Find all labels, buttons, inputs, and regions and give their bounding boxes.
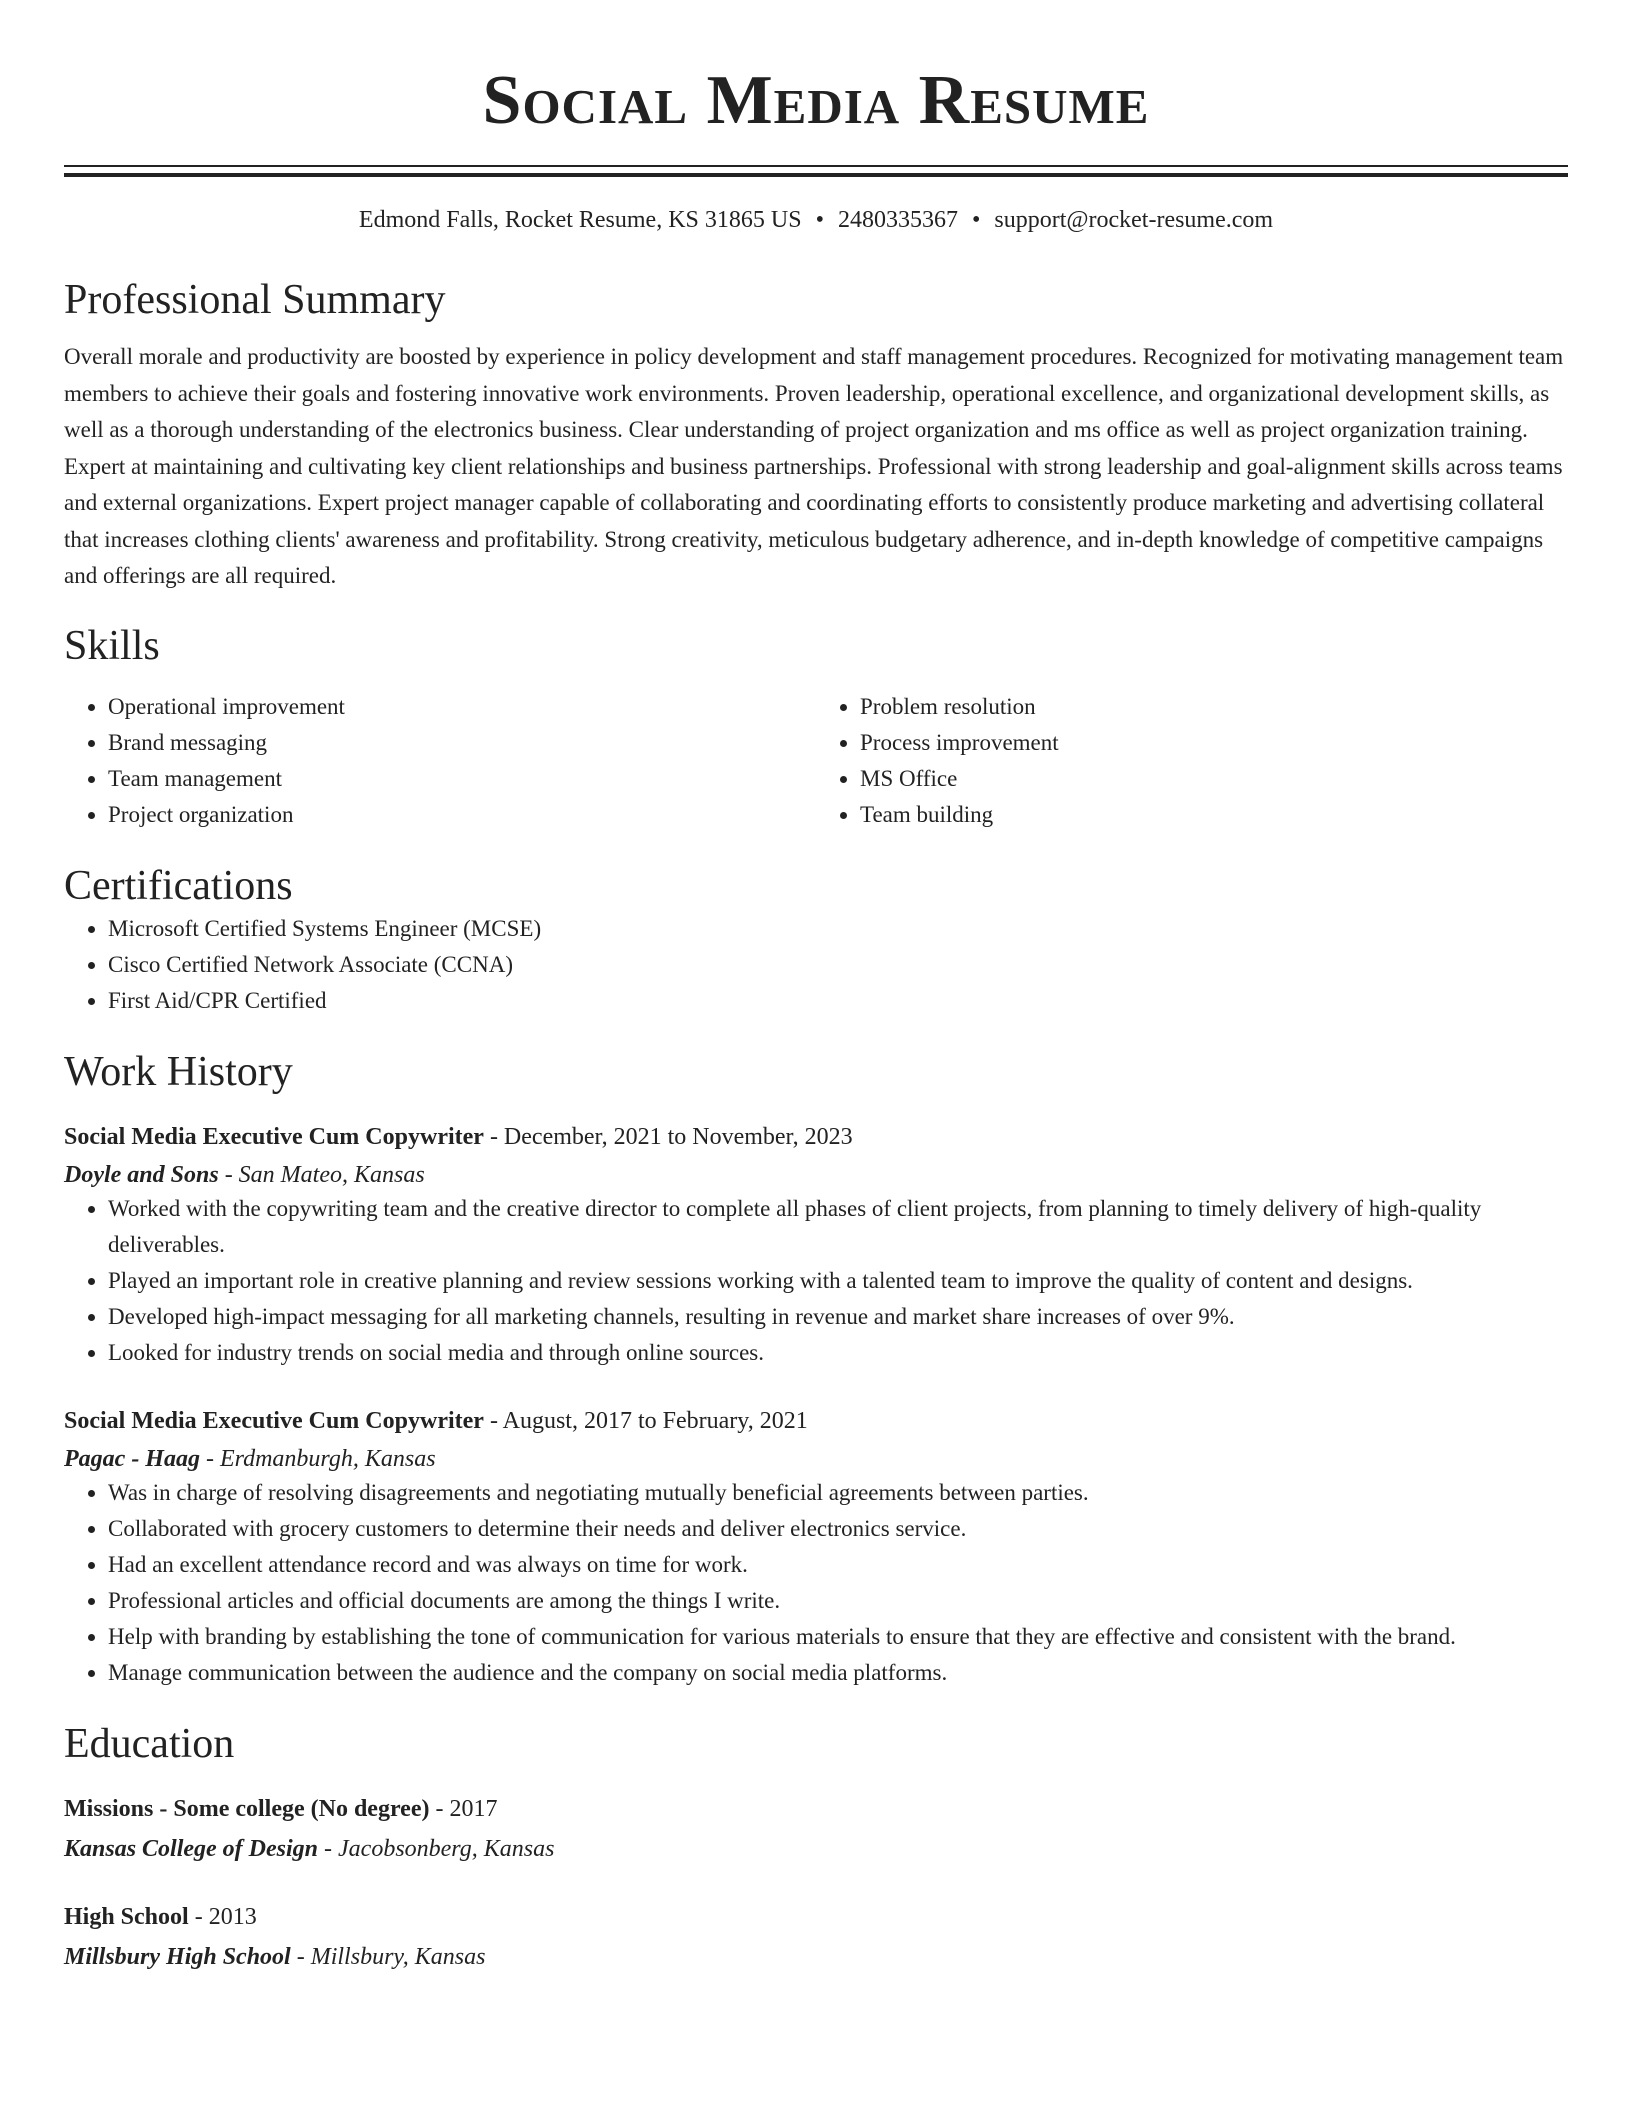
job-bullet: • Manage communication between the audience and the company on social media platforms.	[108, 1655, 1568, 1691]
job-heading	[64, 1405, 1568, 1437]
resume-name: Social Media Resume	[482, 62, 1150, 139]
skills-list	[64, 689, 1568, 833]
job-bullet-list	[64, 1191, 1568, 1371]
contact-line	[64, 205, 1568, 235]
section-title-work-history: Work History	[64, 1048, 293, 1095]
skill-item: • Team management	[108, 761, 816, 797]
job-location: - San Mateo, Kansas	[218, 1161, 425, 1188]
education-school: Millsbury High School	[64, 1943, 291, 1970]
certification-item: • Microsoft Certified Systems Engineer (MCSE)	[108, 911, 1568, 947]
job-entry	[64, 1121, 1568, 1371]
contact-separator: •	[815, 207, 824, 233]
job-company: Pagac - Haag	[64, 1445, 200, 1472]
education-year: - 2017	[429, 1795, 498, 1822]
education-entry	[64, 1793, 1568, 1865]
education-degree: Missions - Some college (No degree)	[64, 1795, 430, 1822]
job-bullet: • Looked for industry trends on social media and through online sources.	[108, 1335, 1568, 1371]
job-bullet-list	[64, 1475, 1568, 1691]
education-school-line	[64, 1941, 1568, 1973]
job-bullet: • Was in charge of resolving disagreements and negotiating mutually beneficial agreements between parties.	[108, 1475, 1568, 1511]
section-title-skills: Skills	[64, 622, 160, 669]
job-dates: - December, 2021 to November, 2023	[483, 1123, 853, 1150]
certifications-list	[64, 911, 1568, 1019]
skill-item: • Team building	[860, 797, 1568, 833]
skill-item: • Process improvement	[860, 725, 1568, 761]
skills-column-right	[816, 689, 1568, 833]
education-location: - Jacobsonberg, Kansas	[318, 1835, 555, 1862]
section-title-education: Education	[64, 1720, 235, 1767]
job-bullet: • Professional articles and official documents are among the things I write.	[108, 1583, 1568, 1619]
skill-item: • Operational improvement	[108, 689, 816, 725]
job-bullet: • Collaborated with grocery customers to determine their needs and deliver electronics service.	[108, 1511, 1568, 1547]
job-bullet: • Worked with the copywriting team and the creative director to complete all phases of client projects, from planning to timely delivery of high-quality deliverables.	[108, 1191, 1568, 1263]
job-bullet: • Help with branding by establishing the tone of communication for various materials to ensure that they are effective and consistent with the brand.	[108, 1619, 1568, 1655]
skill-item: • Problem resolution	[860, 689, 1568, 725]
education-year: - 2013	[188, 1903, 257, 1930]
job-bullet: • Had an excellent attendance record and was always on time for work.	[108, 1547, 1568, 1583]
skills-column-left	[64, 689, 816, 833]
contact-separator: •	[971, 207, 981, 233]
education-school-line	[64, 1833, 1568, 1865]
section-title-summary: Professional Summary	[64, 277, 446, 323]
job-employer	[64, 1443, 1568, 1475]
job-entry	[64, 1405, 1568, 1691]
education-entry	[64, 1901, 1568, 1973]
section-title-certifications: Certifications	[64, 862, 293, 909]
header-double-rule	[64, 165, 1568, 177]
contact-email: support@rocket-resume.com	[994, 207, 1274, 233]
summary-text: Overall morale and productivity are boosted by experience in policy development and staff management procedures. Recognized for motivating management team members to achieve their goals and fostering innovative work environments. Proven leadership, operational excellence, and organizational development skills, as well as a thorough understanding of the electronics business. Clear understanding of project organization and ms office as well as project organization training. Expert at maintaining and cultivating key client relationships and business partnerships. Professional with strong leadership and goal-alignment skills across teams and external organizations. Expert project manager capable of collaborating and coordinating efforts to consistently produce marketing and advertising collateral that increases clothing clients' awareness and profitability. Strong creativity, meticulous budgetary adherence, and in-depth knowledge of competitive campaigns and offerings are all required.	[64, 344, 1564, 588]
education-heading	[64, 1793, 1568, 1825]
job-location: - Erdmanburgh, Kansas	[199, 1445, 436, 1472]
contact-phone: 2480335367	[837, 207, 958, 233]
job-employer	[64, 1159, 1568, 1191]
job-title: Social Media Executive Cum Copywriter	[64, 1407, 484, 1434]
education-location: - Millsbury, Kansas	[290, 1943, 486, 1970]
certification-item: • First Aid/CPR Certified	[108, 983, 1568, 1019]
skill-item: • Project organization	[108, 797, 816, 833]
contact-address: Edmond Falls, Rocket Resume, KS 31865 US	[358, 207, 802, 233]
job-bullet: • Developed high-impact messaging for all marketing channels, resulting in revenue and market share increases of over 9%.	[108, 1299, 1568, 1335]
job-heading	[64, 1121, 1568, 1153]
certification-item: • Cisco Certified Network Associate (CCNA)	[108, 947, 1568, 983]
job-bullet: • Played an important role in creative planning and review sessions working with a talented team to improve the quality of content and designs.	[108, 1263, 1568, 1299]
skill-item: • Brand messaging	[108, 725, 816, 761]
education-degree: High School	[64, 1903, 189, 1930]
education-school: Kansas College of Design	[64, 1835, 319, 1862]
job-title: Social Media Executive Cum Copywriter	[64, 1123, 484, 1150]
education-heading	[64, 1901, 1568, 1933]
job-company: Doyle and Sons	[64, 1161, 219, 1188]
job-dates: - August, 2017 to February, 2021	[483, 1407, 808, 1434]
skill-item: • MS Office	[860, 761, 1568, 797]
